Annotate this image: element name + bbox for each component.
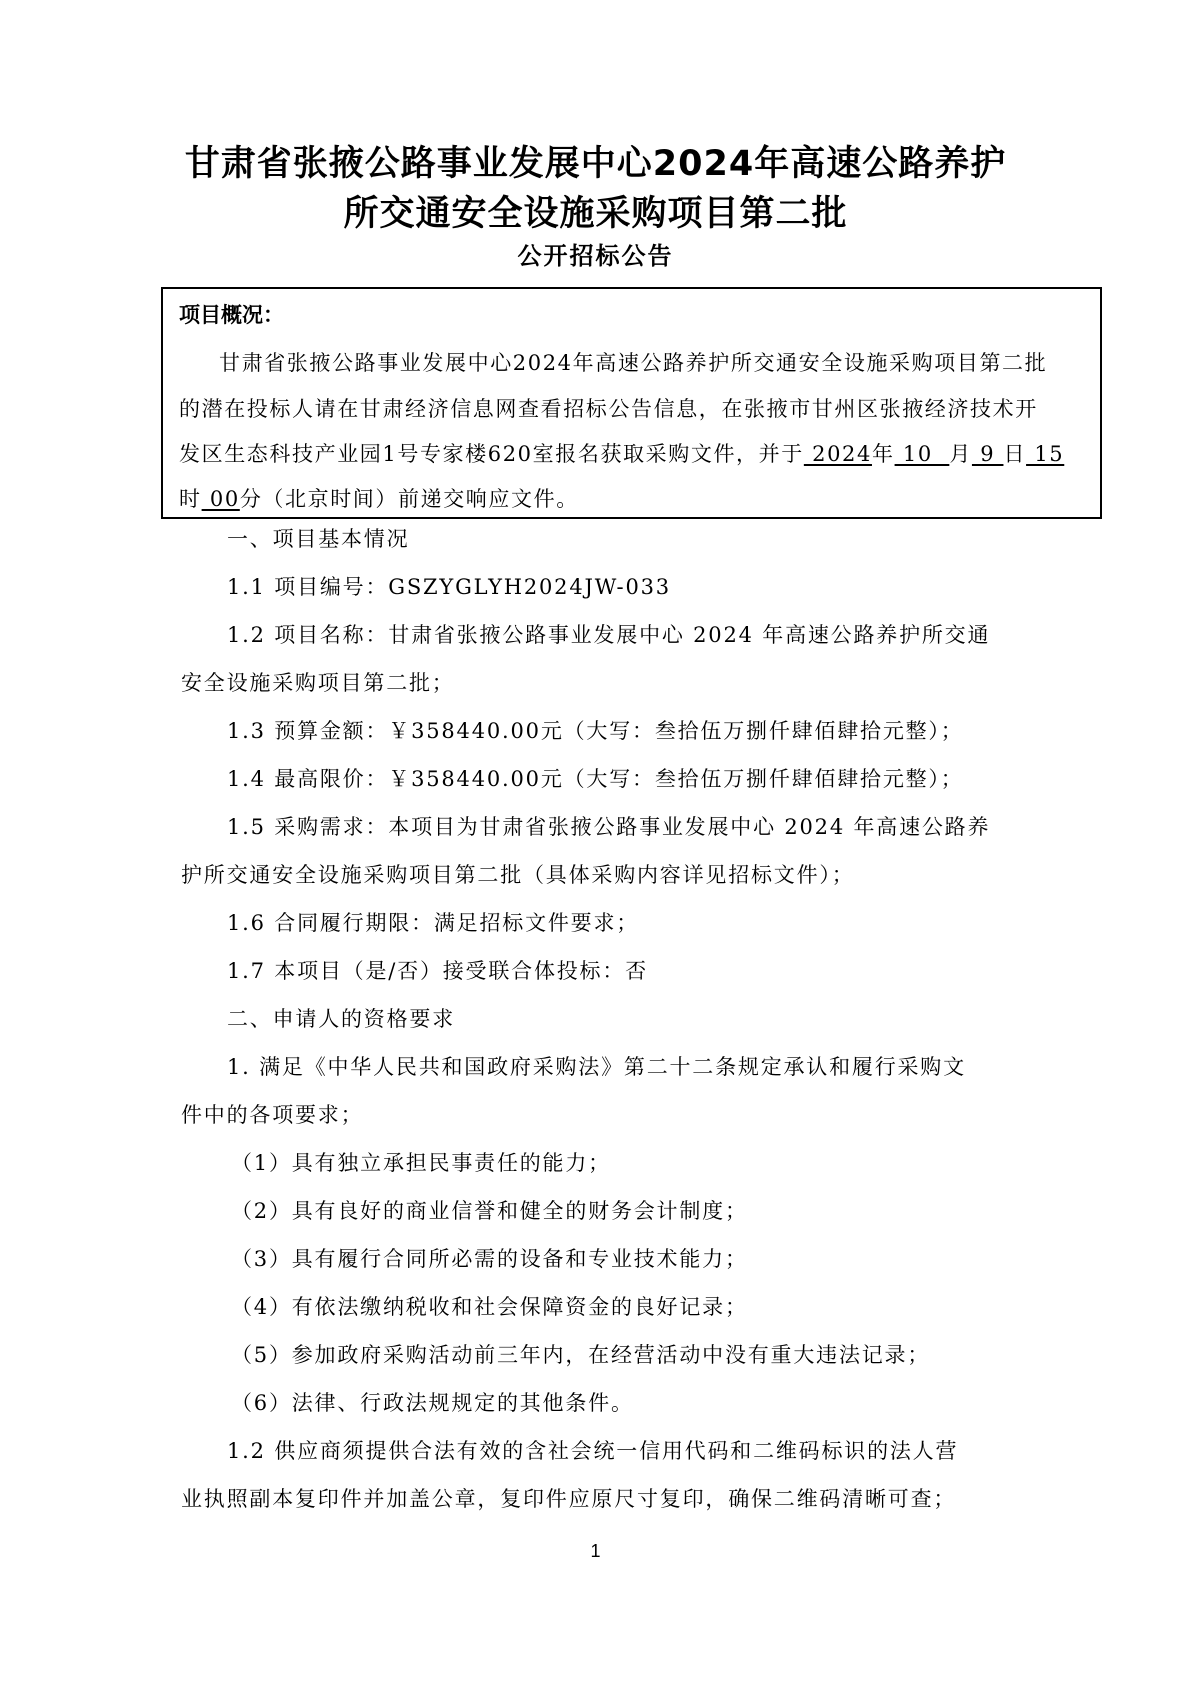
overview-line-1: 甘肃省张掖公路事业发展中心2024年高速公路养护所交通安全设施采购项目第二批 [219, 351, 1048, 375]
requirement-item-2: （2）具有良好的商业信誉和健全的财务会计制度； [231, 1199, 748, 1223]
deadline-year: 2024 [803, 442, 872, 466]
project-name-line-2: 安全设施采购项目第二批； [181, 671, 455, 695]
deadline-month: 10 [894, 442, 950, 466]
project-overview-box [161, 287, 1102, 519]
requirement-1-line-1: 1. 满足《中华人民共和国政府采购法》第二十二条规定承认和履行采购文 [227, 1055, 966, 1079]
doc-title-line-2: 所交通安全设施采购项目第二批 [343, 194, 848, 234]
requirement-item-1: （1）具有独立承担民事责任的能力； [231, 1151, 611, 1175]
overview-line-3-text: 发区生态科技产业园1号专家楼620室报名获取采购文件，并于 [179, 442, 804, 466]
deadline-day-unit: 日 [1003, 442, 1027, 466]
requirement-1-line-2: 件中的各项要求； [181, 1103, 364, 1127]
overview-heading: 项目概况： [179, 303, 284, 327]
requirement-item-4: （4）有依法缴纳税收和社会保障资金的良好记录； [231, 1295, 748, 1319]
deadline-day: 9 [971, 442, 1004, 466]
doc-title-line-1: 甘肃省张掖公路事业发展中心2024年高速公路养护 [184, 144, 1007, 184]
project-name-line-1: 1.2 项目名称：甘肃省张掖公路事业发展中心 2024 年高速公路养护所交通 [227, 623, 991, 647]
doc-subtitle: 公开招标公告 [517, 242, 674, 270]
budget-amount: 1.3 预算金额：￥358440.00元（大写：叁拾伍万捌仟肆佰肆拾元整）； [227, 719, 964, 743]
section-heading-2: 二、申请人的资格要求 [227, 1007, 455, 1031]
contract-period: 1.6 合同履行期限：满足招标文件要求； [227, 911, 640, 935]
overview-line-3 [179, 438, 1064, 468]
deadline-month-unit: 月 [949, 442, 972, 466]
deadline-hour: 15 [1026, 442, 1065, 466]
page-number: 1 [590, 1541, 601, 1561]
requirement-item-6: （6）法律、行政法规规定的其他条件。 [231, 1391, 634, 1415]
overview-line-2: 的潜在投标人请在甘肃经济信息网查看招标公告信息，在张掖市甘州区张掖经济技术开 [179, 397, 1038, 421]
consortium-bid: 1.7 本项目（是/否）接受联合体投标：否 [227, 959, 648, 983]
section-heading-1: 一、项目基本情况 [227, 527, 410, 551]
deadline-year-unit: 年 [871, 442, 895, 466]
procurement-needs-line-2: 护所交通安全设施采购项目第二批（具体采购内容详见招标文件）； [181, 863, 855, 887]
deadline-hour-unit: 时 [179, 487, 202, 511]
deadline-minute: 00 [201, 487, 240, 511]
procurement-needs-line-1: 1.5 采购需求：本项目为甘肃省张掖公路事业发展中心 2024 年高速公路养 [227, 815, 991, 839]
requirement-1-2-line-1: 1.2 供应商须提供合法有效的含社会统一信用代码和二维码标识的法人营 [227, 1439, 959, 1463]
project-number: 1.1 项目编号：GSZYGLYH2024JW-033 [227, 575, 671, 599]
overview-line-4-text: 分（北京时间）前递交响应文件。 [239, 487, 579, 511]
requirement-1-2-line-2: 业执照副本复印件并加盖公章，复印件应原尺寸复印，确保二维码清晰可查； [181, 1487, 957, 1511]
overview-line-4 [179, 483, 579, 513]
requirement-item-5: （5）参加政府采购活动前三年内，在经营活动中没有重大违法记录； [231, 1343, 931, 1367]
requirement-item-3: （3）具有履行合同所必需的设备和专业技术能力； [231, 1247, 748, 1271]
max-price: 1.4 最高限价：￥358440.00元（大写：叁拾伍万捌仟肆佰肆拾元整）； [227, 767, 964, 791]
